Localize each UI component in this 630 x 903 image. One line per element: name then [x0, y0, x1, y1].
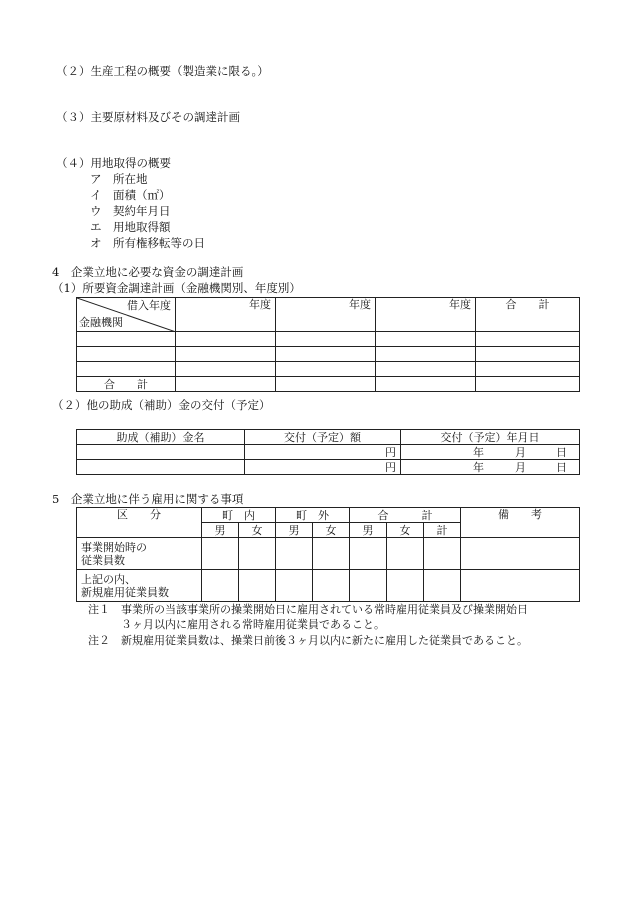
yen-unit: 円	[245, 460, 401, 475]
year-header-1: 年度	[176, 298, 276, 332]
table-row	[77, 445, 580, 460]
grant-amount-header: 交付（予定）額	[245, 430, 401, 445]
year-unit: 年	[473, 461, 484, 474]
grant-date-header: 交付（予定）年月日	[401, 430, 580, 445]
row-label-line: 新規雇用従業員数	[81, 585, 169, 599]
section-4-heading: （４）用地取得の概要	[56, 156, 171, 170]
funding-plan-table	[76, 297, 580, 392]
part-5-heading: 5 企業立地に伴う雇用に関する事項	[52, 492, 244, 506]
day-unit: 日	[556, 461, 567, 474]
note-1-line-2: ３ヶ月以内に雇用される常時雇用従業員であること。	[121, 618, 385, 631]
borrow-year-label: 借入年度	[127, 299, 171, 312]
female-header: 女	[387, 523, 424, 538]
employment-table	[76, 507, 580, 602]
row-label-line: 従業員数	[81, 553, 125, 567]
total-header: 合 計	[350, 508, 461, 523]
section-3-heading: （３）主要原材料及びその調達計画	[56, 110, 240, 124]
table-row	[77, 332, 580, 347]
grant-heading: （２）他の助成（補助）金の交付（予定）	[52, 398, 271, 412]
day-unit: 日	[556, 446, 567, 459]
female-header: 女	[239, 523, 276, 538]
row-label-new-employees	[77, 570, 202, 602]
land-item-cost: エ 用地取得額	[90, 220, 171, 234]
year-header-2: 年度	[276, 298, 376, 332]
year-header-3: 年度	[376, 298, 476, 332]
male-header: 男	[350, 523, 387, 538]
total-col-header: 合 計	[476, 298, 580, 332]
out-town-header: 町 外	[276, 508, 350, 523]
female-header: 女	[313, 523, 350, 538]
total-row-label: 合 計	[77, 377, 176, 392]
month-unit: 月	[515, 461, 526, 474]
part-4-heading: 4 企業立地に必要な資金の調達計画	[52, 265, 244, 279]
in-town-header: 町 内	[202, 508, 276, 523]
table-row	[77, 362, 580, 377]
land-item-area: イ 面積（㎡）	[90, 188, 171, 202]
note-1-line-1: 注１ 事業所の当該事業所の操業開始日に雇用されている常時雇用従業員及び操業開始日	[88, 603, 528, 616]
remarks-header: 備 考	[461, 508, 580, 538]
row-label-line: 事業開始時の	[81, 540, 147, 554]
table-row	[77, 347, 580, 362]
funding-plan-heading: （1）所要資金調達計画（金融機関別、年度別）	[52, 281, 301, 295]
row-label-line: 上記の内、	[81, 572, 136, 586]
yen-unit: 円	[245, 445, 401, 460]
grant-name-header: 助成（補助）金名	[77, 430, 245, 445]
land-item-contract-date: ウ 契約年月日	[90, 204, 171, 218]
year-unit: 年	[473, 446, 484, 459]
institution-label: 金融機関	[79, 316, 123, 329]
grant-table	[76, 429, 580, 475]
table-row	[77, 460, 580, 475]
section-2-heading: （２）生産工程の概要（製造業に限る。）	[56, 64, 269, 78]
land-item-transfer-date: オ 所有権移転等の日	[90, 236, 205, 250]
table-row	[77, 570, 580, 602]
note-2: 注２ 新規雇用従業員数は、操業日前後３ヶ月以内に新たに雇用した従業員であること。	[88, 634, 528, 647]
diagonal-header-cell	[77, 298, 176, 332]
subtotal-header: 計	[424, 523, 461, 538]
table-row	[77, 538, 580, 570]
table-row	[77, 377, 580, 392]
category-header: 区 分	[77, 508, 202, 538]
male-header: 男	[202, 523, 239, 538]
land-item-location: ア 所在地	[90, 172, 148, 186]
male-header: 男	[276, 523, 313, 538]
row-label-startup-employees	[77, 538, 202, 570]
month-unit: 月	[515, 446, 526, 459]
